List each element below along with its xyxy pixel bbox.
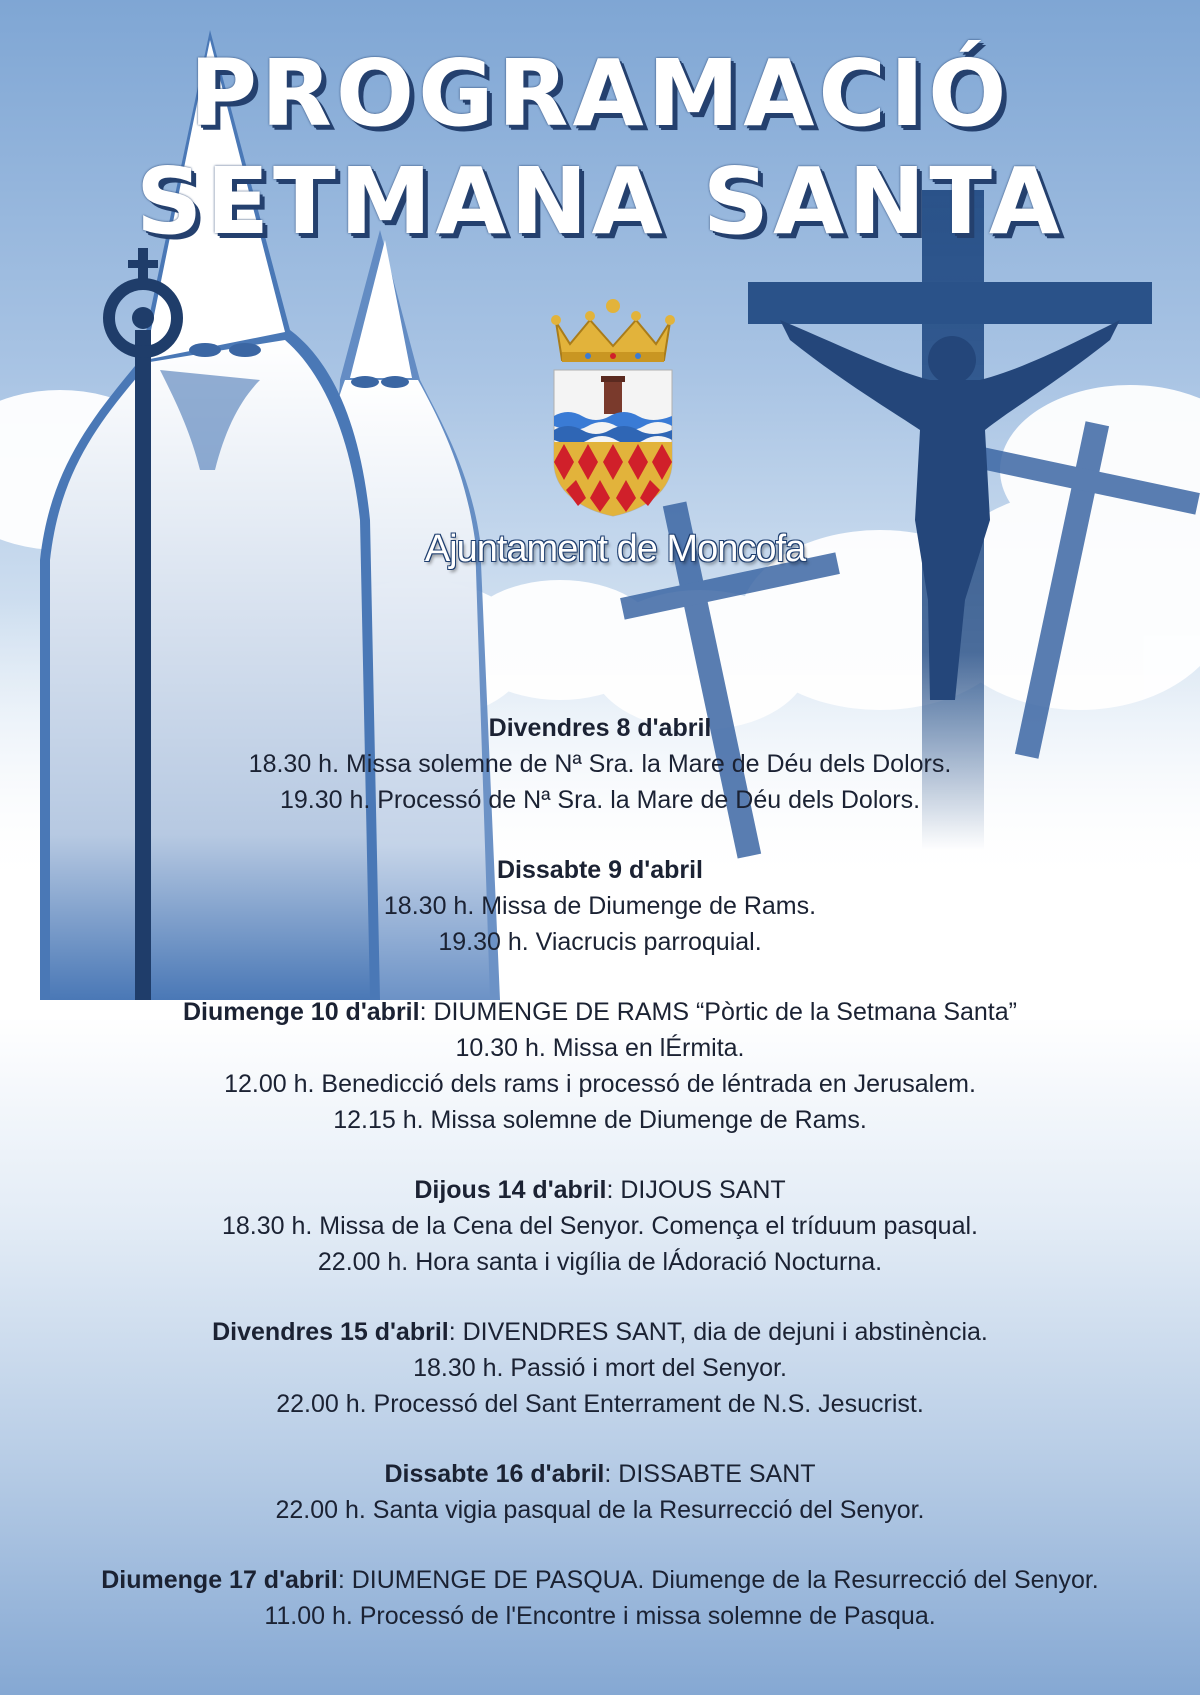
day-date: Dissabte 9 d'abril — [496, 856, 704, 884]
municipal-crest-icon — [548, 292, 678, 517]
day-note: : DIVENDRES SANT, dia de dejuni i abstinència. — [448, 1318, 988, 1346]
schedule-day — [0, 710, 1200, 818]
event-line: 18.30 h. Missa solemne de Nª Sra. la Mare de Déu dels Dolors. — [248, 750, 952, 778]
day-date: Dissabte 16 d'abril — [384, 1460, 605, 1488]
day-heading — [0, 1456, 1200, 1492]
event-line: 22.00 h. Processó del Sant Enterrament de N.S. Jesucrist. — [276, 1390, 924, 1418]
day-heading — [0, 994, 1200, 1030]
event-line: 12.00 h. Benedicció dels rams i processó de léntrada en Jerusalem. — [224, 1070, 976, 1098]
day-date: Divendres 15 d'abril — [212, 1318, 449, 1346]
day-heading — [0, 1562, 1200, 1598]
schedule-day — [0, 994, 1200, 1138]
day-note: : DIUMENGE DE PASQUA. Diumenge de la Resurrecció del Senyor. — [337, 1566, 1099, 1594]
schedule-day — [0, 1456, 1200, 1528]
event-line: 22.00 h. Santa vigia pasqual de la Resurrecció del Senyor. — [275, 1496, 925, 1524]
day-heading — [0, 710, 1200, 746]
event-line: 18.30 h. Missa de la Cena del Senyor. Comença el tríduum pasqual. — [222, 1212, 978, 1240]
day-note: : DISSABTE SANT — [604, 1460, 816, 1488]
day-note: : DIUMENGE DE RAMS “Pòrtic de la Setmana Santa” — [419, 998, 1017, 1026]
day-date: Divendres 8 d'abril — [488, 714, 712, 742]
event-line: 19.30 h. Viacrucis parroquial. — [438, 928, 762, 956]
event-line: 18.30 h. Passió i mort del Senyor. — [413, 1354, 787, 1382]
schedule-day — [0, 1562, 1200, 1634]
day-date: Diumenge 10 d'abril — [183, 998, 420, 1026]
schedule-day — [0, 1172, 1200, 1280]
event-line: 22.00 h. Hora santa i vigília de lÁdoració Nocturna. — [317, 1248, 883, 1276]
schedule-day — [0, 852, 1200, 960]
day-heading — [0, 852, 1200, 888]
day-date: Dijous 14 d'abril — [414, 1176, 607, 1204]
day-heading — [0, 1172, 1200, 1208]
title-line-2: SETMANA SANTA — [135, 148, 1065, 255]
event-line: 12.15 h. Missa solemne de Diumenge de Rams. — [333, 1106, 867, 1134]
title-line-1: PROGRAMACIÓ — [189, 40, 1011, 147]
event-line: 11.00 h. Processó de l'Encontre i missa solemne de Pasqua. — [264, 1602, 936, 1630]
organization-name: Ajuntament de Moncofa — [424, 528, 806, 570]
day-note: : DIJOUS SANT — [606, 1176, 786, 1204]
event-line: 19.30 h. Processó de Nª Sra. la Mare de Déu dels Dolors. — [279, 786, 921, 814]
schedule-day — [0, 1314, 1200, 1422]
event-line: 18.30 h. Missa de Diumenge de Rams. — [383, 892, 817, 920]
schedule — [0, 710, 1200, 1668]
day-heading — [0, 1314, 1200, 1350]
day-date: Diumenge 17 d'abril — [101, 1566, 338, 1594]
event-line: 10.30 h. Missa en lÉrmita. — [455, 1034, 745, 1062]
